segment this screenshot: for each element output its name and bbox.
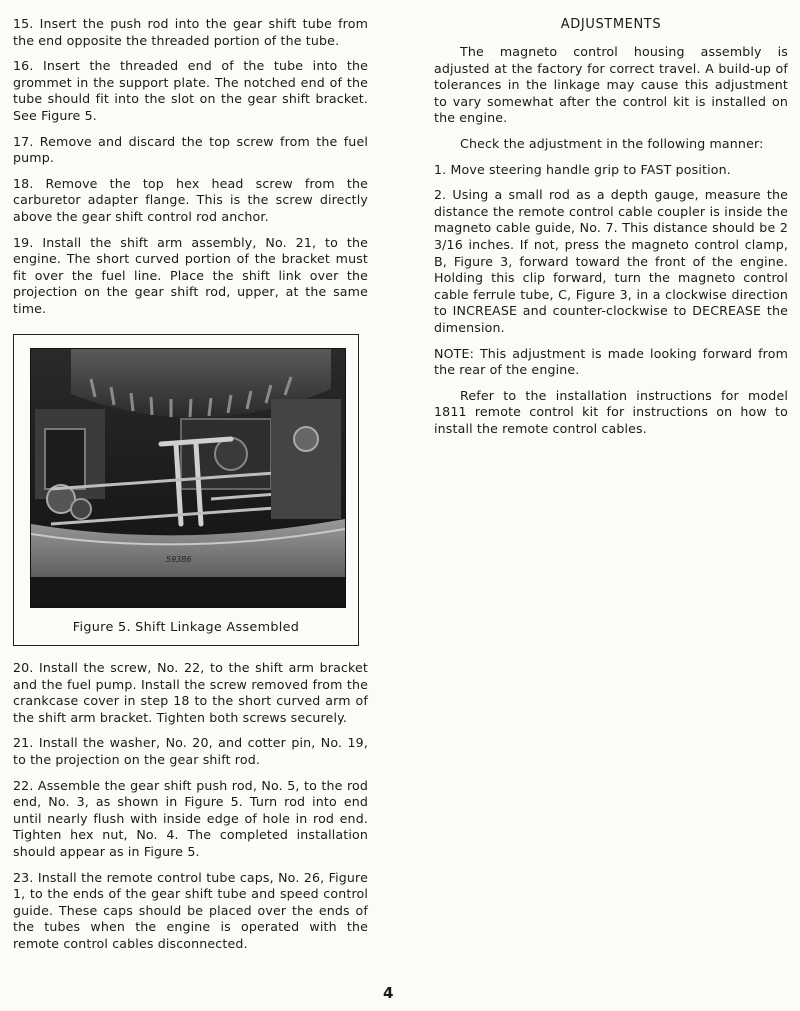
figure-caption: Figure 5. Shift Linkage Assembled <box>72 620 300 635</box>
step-23: 23. Install the remote control tube caps, No. 26, Figure 1, to the ends of the gear shift tube and speed control guide. These caps should be placed over the ends of the tubes when the engine is operated with the remote control cables disconnected. <box>13 869 368 951</box>
adjustments-heading: ADJUSTMENTS <box>560 17 662 32</box>
shift-linkage-photo <box>30 348 346 608</box>
figure-5 <box>13 334 359 646</box>
left-column-bottom <box>13 660 368 962</box>
step-20: 20. Install the screw, No. 22, to the shift arm bracket and the fuel pump. Install the screw removed from the crankcase cover in step 18 to the short curved arm of the shift arm bracket. Tighten both screws securely. <box>13 660 368 725</box>
adjustments-check: Check the adjustment in the following manner: <box>460 135 764 151</box>
step-21: 21. Install the washer, No. 20, and cotter pin, No. 19, to the projection on the gear shift rod. <box>13 735 368 767</box>
step-18: 18. Remove the top hex head screw from the carburetor adapter flange. This is the screw directly above the gear shift control rod anchor. <box>13 175 368 224</box>
adjustments-intro: The magneto control housing assembly is adjusted at the factory for correct travel. A build-up of tolerances in the linkage may cause this adjustment to vary somewhat after the control kit is installed on the engine. <box>434 44 788 126</box>
right-column <box>434 16 788 446</box>
adjustment-step-2: 2. Using a small rod as a depth gauge, measure the distance the remote control cable coupler is inside the magneto cable guide, No. 7. This distance should be 2 3/16 inches. If not, press the magneto control clamp, B, Figure 3, forward toward the front of the engine. Holding this clip forward, turn the magneto control cable ferrule tube, C, Figure 3, in a clockwise direction to INCREASE and counter-clockwise to DECREASE the dimension. <box>434 187 788 335</box>
step-15: 15. Insert the push rod into the gear shift tube from the end opposite the threaded portion of the tube. <box>13 16 368 48</box>
step-19: 19. Install the shift arm assembly, No. 21, to the engine. The short curved portion of the bracket must fit over the fuel line. Place the shift link over the projection on the gear shift rod, upper, at the same time. <box>13 234 368 316</box>
adjustment-step-1: 1. Move steering handle grip to FAST position. <box>434 161 731 177</box>
engine-photo-illustration <box>31 349 345 607</box>
left-column-top <box>13 16 368 327</box>
photo-negative-number: 59386 <box>166 555 192 564</box>
adjustment-refer: Refer to the installation instructions for model 1811 remote control kit for instructions on how to install the remote control cables. <box>434 387 788 436</box>
step-16: 16. Insert the threaded end of the tube into the grommet in the support plate. The notched end of the tube should fit into the slot on the gear shift bracket. See Figure 5. <box>13 58 368 123</box>
page-number: 4 <box>383 984 394 1002</box>
adjustment-note: NOTE: This adjustment is made looking forward from the rear of the engine. <box>434 345 788 378</box>
step-17: 17. Remove and discard the top screw from the fuel pump. <box>13 133 368 166</box>
step-22: 22. Assemble the gear shift push rod, No. 5, to the rod end, No. 3, as shown in Figure 5. Turn rod into end until nearly flush with inside edge of hole in rod end. Tighten hex nut, No. 4. The completed installation should appear as in Figure 5. <box>13 777 368 859</box>
